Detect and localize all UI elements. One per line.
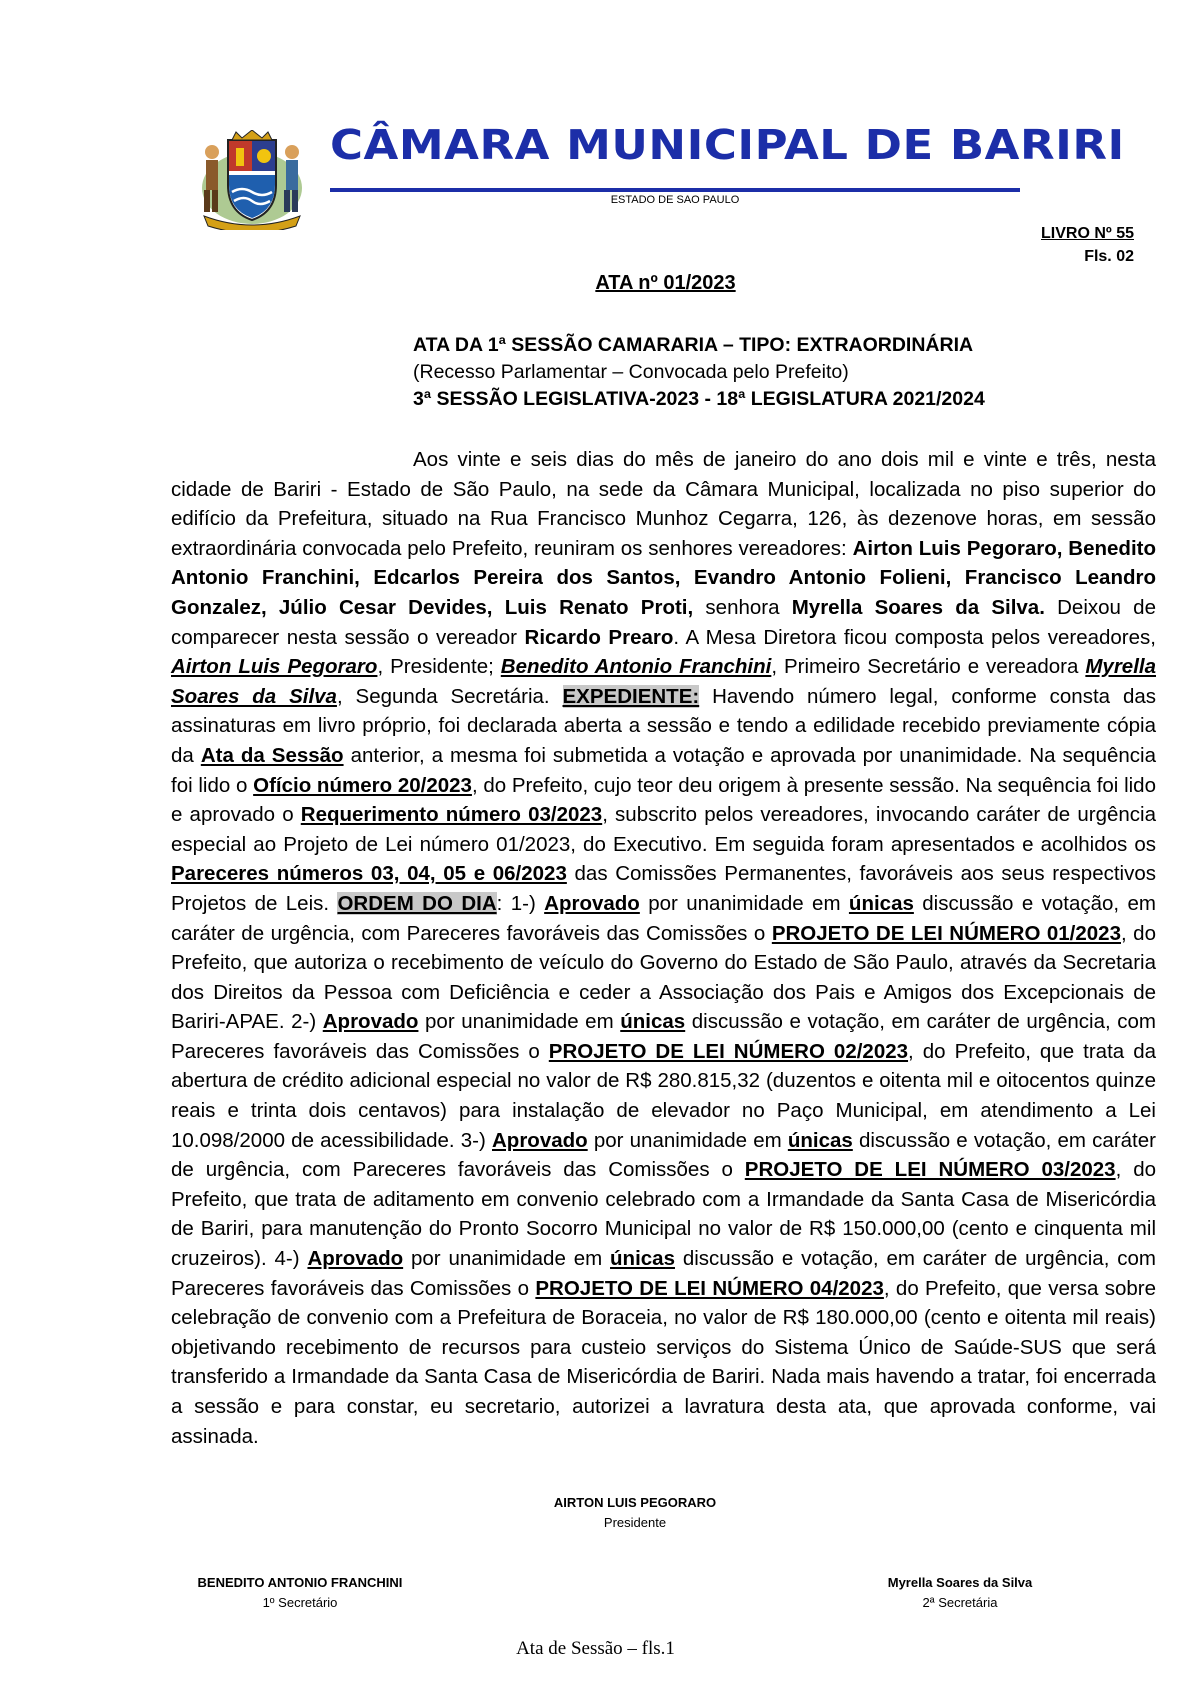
sheet-number: Fls. 02 <box>1084 248 1134 265</box>
unicas-label: únicas <box>848 891 914 915</box>
signature-name: AIRTON LUIS PEGORARO <box>553 1495 717 1510</box>
unicas-label: únicas <box>787 1128 853 1152</box>
legislature-info: 3ª SESSÃO LEGISLATIVA-2023 - 18ª LEGISLATURA 2021/2024 <box>413 388 985 410</box>
session-type: ATA DA 1ª SESSÃO CAMARARIA – TIPO: EXTRAORDINÁRIA <box>413 334 974 356</box>
bill-03-ref: PROJETO DE LEI NÚMERO 03/2023 <box>744 1158 1116 1182</box>
minutes-body <box>171 445 1156 1451</box>
body-text-segment: . A Mesa Diretora ficou composta pelos vereadores, <box>673 625 1156 649</box>
book-reference <box>1041 222 1134 268</box>
signature-name: Myrella Soares da Silva <box>887 1575 1033 1590</box>
signature-role: Presidente <box>603 1515 667 1530</box>
minutes-title: ATA nº 01/2023 <box>595 272 736 294</box>
body-text-segment: das Comissões Permanentes, favoráveis aos seus respectivos Projetos de Leis. <box>171 862 1156 915</box>
header-divider <box>330 188 1020 192</box>
approved-label: Aprovado <box>544 891 640 915</box>
body-text-segment: , do Prefeito, que autoriza o recebimento de veículo do Governo do Estado de São Paulo, através da Secretaria dos Direitos da Pessoa com Deficiência e ceder a Associação dos Pais e Amigos dos Excepcionais de Bariri-APAE. 2-) <box>171 921 1156 1034</box>
president-signature <box>545 1493 725 1533</box>
body-text-segment: anterior, a mesma foi submetida a votação e aprovada por unanimidade. Na sequência foi lido o <box>171 743 1156 797</box>
body-text-segment: discussão e votação, em caráter de urgência, com Pareceres favoráveis das Comissões o <box>171 1010 1157 1063</box>
body-text-segment: discussão e votação, em caráter de urgência, com Pareceres favoráveis das Comissões o <box>171 891 1156 945</box>
chamber-title: CÂMARA MUNICIPAL DE BARIRI <box>330 120 1125 170</box>
bill-02-ref: PROJETO DE LEI NÚMERO 02/2023 <box>548 1039 909 1063</box>
body-text-segment: discussão e votação, em caráter de urgência, com Pareceres favoráveis das Comissões o <box>171 1247 1156 1300</box>
body-text-segment: , Segunda Secretária. <box>336 684 563 708</box>
president-name: Airton Luis Pegoraro <box>171 655 378 679</box>
body-text-segment: por unanimidade em <box>587 1128 788 1152</box>
approved-label: Aprovado <box>307 1247 404 1271</box>
absent-councilor: Ricardo Prearo <box>524 625 674 649</box>
body-text-segment: por unanimidade em <box>418 1010 621 1034</box>
body-text-segment: , subscrito pelos vereadores, invocando caráter de urgência especial ao Projeto de Lei número 01/2023, do Executivo. Em seguida foram apresentados e acolhidos os <box>171 803 1156 856</box>
first-secretary-name: Benedito Antonio Franchini <box>500 655 772 679</box>
body-text-segment: , do Prefeito, que versa sobre celebração de convenio com a Prefeitura de Boraceia, no valor de R$ 180.000,00 (cento e oitenta mil reais) objetivando recebimento de recursos para custeio serviços do Sistema Único de Saúde-SUS que será transferido a Irmandade da Santa Casa de Misericórdia de Bariri. Nada mais havendo a tratar, foi encerrada a sessão e para constar, eu secretario, autorizei a lavratura desta ata, que aprovada conforme, vai assinada. <box>171 1276 1157 1448</box>
approved-label: Aprovado <box>322 1010 419 1034</box>
body-text-segment: : 1-) <box>496 891 545 915</box>
signature-name: BENEDITO ANTONIO FRANCHINI <box>197 1575 403 1590</box>
municipal-crest-icon <box>198 130 306 230</box>
body-text-segment: por unanimidade em <box>403 1247 611 1271</box>
body-text-segment: , do Prefeito, que trata da abertura de crédito adicional especial no valor de R$ 280.815,32 (duzentos e oitenta mil e oitocentos quinze reais e trinta dois centavos) para instalação de elevador no Paço Municipal, em atendimento a Lei 10.098/2000 de acessibilidade. 3-) <box>171 1039 1156 1152</box>
body-text-segment: discussão e votação, em caráter de urgência, com Pareceres favoráveis das Comissões o <box>171 1128 1156 1182</box>
present-councilors: Airton Luis Pegoraro, Benedito Antonio Franchini, Edcarlos Pereira dos Santos, Evandro Antonio Folieni, Francisco Leandro Gonzalez, Júlio Cesar Devides, Luis Renato Proti, <box>171 536 1157 619</box>
body-text-segment: senhora <box>693 595 792 619</box>
session-header <box>413 332 985 413</box>
body-text-segment: , do Prefeito, cujo teor deu origem à presente sessão. Na sequência foi lido e aprovado o <box>171 773 1156 827</box>
unicas-label: únicas <box>620 1010 686 1034</box>
state-subtitle: ESTADO DE SAO PAULO <box>610 194 740 206</box>
page-footer: Ata de Sessão – fls.1 <box>516 1638 675 1659</box>
ordem-do-dia-heading: ORDEM DO DIA <box>337 891 497 915</box>
signature-role: 2ª Secretária <box>922 1595 998 1610</box>
body-text-segment: por unanimidade em <box>639 891 849 915</box>
councilwoman-name: Myrella Soares da Silva. <box>791 595 1045 619</box>
bill-01-ref: PROJETO DE LEI NÚMERO 01/2023 <box>771 921 1121 945</box>
expediente-heading: EXPEDIENTE: <box>562 684 700 708</box>
body-text-segment: Deixou de comparecer nesta sessão o vereador <box>171 595 1156 649</box>
first-secretary-signature <box>180 1573 420 1613</box>
body-text-segment: Aos vinte e seis dias do mês de janeiro do ano dois mil e vinte e três, nesta cidade de Bariri - Estado de São Paulo, na sede da Câmara Municipal, localizada no piso superior do edifício da Prefeitura, situado na Rua Francisco Munhoz Cegarra, 126, às dezenove horas, em sessão extraordinária convocada pelo Prefeito, reuniram os senhores vereadores: <box>171 448 1156 560</box>
body-text-segment: , Primeiro Secretário e vereadora <box>771 655 1086 679</box>
bill-04-ref: PROJETO DE LEI NÚMERO 04/2023 <box>535 1276 884 1300</box>
previous-minutes-ref: Ata da Sessão <box>200 743 344 767</box>
second-secretary-name: Myrella Soares da Silva <box>171 655 1156 708</box>
unicas-label: únicas <box>610 1247 675 1271</box>
requerimento-ref: Requerimento número 03/2023 <box>300 803 603 827</box>
body-text-segment: Havendo número legal, conforme consta das assinaturas em livro próprio, foi declarada aberta a sessão e tendo a edilidade recebido previamente cópia da <box>171 684 1156 767</box>
book-number: LIVRO Nº 55 <box>1041 225 1134 242</box>
approved-label: Aprovado <box>492 1128 588 1152</box>
signature-role: 1º Secretário <box>262 1595 338 1610</box>
oficio-ref: Ofício número 20/2023 <box>253 773 472 797</box>
body-text-segment: , do Prefeito, que trata de aditamento em convenio celebrado com a Irmandade da Santa Casa de Misericórdia de Bariri, para manutenção do Pronto Socorro Municipal no valor de R$ 150.000,00 (cento e cinquenta mil cruzeiros). 4-) <box>171 1158 1156 1271</box>
body-text-segment: , Presidente; <box>377 655 501 679</box>
second-secretary-signature <box>860 1573 1060 1613</box>
session-note: (Recesso Parlamentar – Convocada pelo Prefeito) <box>413 361 849 383</box>
pareceres-ref: Pareceres números 03, 04, 05 e 06/2023 <box>171 862 567 886</box>
